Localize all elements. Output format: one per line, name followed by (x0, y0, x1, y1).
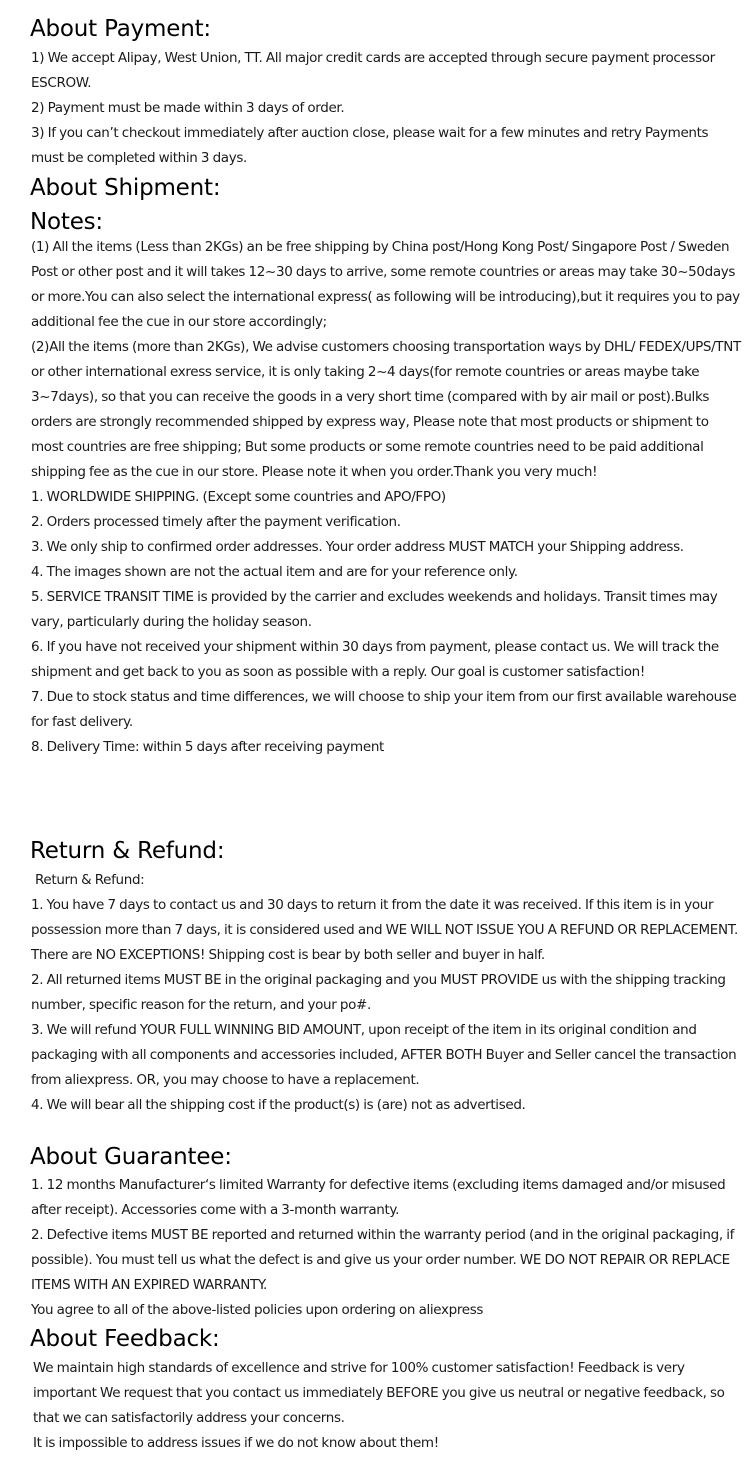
notes-heading: Notes: (30, 209, 103, 235)
shipment-line: 1. WORLDWIDE SHIPPING. (Except some countries and APO/FPO) (31, 489, 446, 505)
payment-line: 1) We accept Alipay, West Union, TT. All major credit cards are accepted through secure payment processor ESCROW. (31, 50, 715, 91)
guarantee-text (31, 1173, 741, 1323)
refund-line: 3. We will refund YOUR FULL WINNING BID AMOUNT, upon receipt of the item in its original condition and packaging with all components and accessories included, AFTER BOTH Buyer and Seller cancel the transaction from aliexpress. OR, you may choose to have a replacement. (31, 1022, 737, 1088)
guarantee-heading: About Guarantee: (30, 1144, 232, 1170)
shipment-text (31, 235, 741, 760)
shipment-line: (1) All the items (Less than 2KGs) an be free shipping by China post/Hong Kong Post/ Singapore Post / Sweden Post or other post and it will takes 12~30 days to arrive, some remote countries or areas may take 30~50days or more.You can also select the international express( as following will be introducing),but it requires you to pay additional fee the cue in our store accordingly; (31, 239, 740, 330)
shipment-line: 7. Due to stock status and time differences, we will choose to ship your item from our first available warehouse for fast delivery. (31, 689, 737, 730)
shipment-line: 3. We only ship to confirmed order addresses. Your order address MUST MATCH your Shipping address. (31, 539, 684, 555)
feedback-heading: About Feedback: (30, 1326, 220, 1352)
payment-heading: About Payment: (30, 16, 211, 42)
payment-text (31, 46, 721, 171)
shipment-line: (2)All the items (more than 2KGs), We advise customers choosing transportation ways by DHL/ FEDEX/UPS/TNT or other international exress service, it is only taking 2~4 days(for remote countries or areas maybe take 3~7days), so that you can receive the goods in a very short time (compared with by air mail or post).Bulks orders are strongly recommended shipped by express way, Please note that most products or shipment to most countries are free shipping; But some products or some remote countries need to be paid additional shipping fee as the cue in our store. Please note it when you order.Thank you very much! (31, 339, 741, 480)
shipment-line: 6. If you have not received your shipment within 30 days from payment, please contact us. We will track the shipment and get back to you as soon as possible with a reply. Our goal is customer satisfaction! (31, 639, 719, 680)
guarantee-line: You agree to all of the above-listed policies upon ordering on aliexpress (31, 1302, 484, 1318)
refund-line: 4. We will bear all the shipping cost if the product(s) is (are) not as advertised. (31, 1097, 526, 1113)
refund-heading: Return & Refund: (30, 838, 225, 864)
shipment-line: 2. Orders processed timely after the payment verification. (31, 514, 401, 530)
refund-line: 1. You have 7 days to contact us and 30 days to return it from the date it was received. If this item is in your possession more than 7 days, it is considered used and WE WILL NOT ISSUE YOU A REFUND OR REPLACEMENT. There are NO EXCEPTIONS! Shipping cost is bear by both seller and buyer in half. (31, 897, 738, 963)
refund-subheading: Return & Refund: (35, 872, 145, 888)
feedback-text (33, 1356, 743, 1456)
feedback-line: It is impossible to address issues if we do not know about them! (33, 1435, 439, 1451)
guarantee-line: 1. 12 months Manufacturer‘s limited Warranty for defective items (excluding items damaged and/or misused after receipt). Accessories come with a 3-month warranty. (31, 1177, 726, 1218)
shipment-line: 5. SERVICE TRANSIT TIME is provided by the carrier and excludes weekends and holidays. Transit times may vary, particularly during the holiday season. (31, 589, 718, 630)
payment-line: 3) If you can’t checkout immediately after auction close, please wait for a few minutes and retry Payments must be completed within 3 days. (31, 125, 709, 166)
guarantee-line: 2. Defective items MUST BE reported and returned within the warranty period (and in the original packaging, if possible). You must tell us what the defect is and give us your order number. WE DO NOT REPAIR OR REPLACE ITEMS WITH AN EXPIRED WARRANTY. (31, 1227, 735, 1293)
shipment-line: 8. Delivery Time: within 5 days after receiving payment (31, 739, 384, 755)
feedback-line: We maintain high standards of excellence and strive for 100% customer satisfaction! Feedback is very important We request that you contact us immediately BEFORE you give us neutral or negative feedback, so that we can satisfactorily address your concerns. (33, 1360, 725, 1426)
shipment-heading: About Shipment: (30, 175, 221, 201)
refund-line: 2. All returned items MUST BE in the original packaging and you MUST PROVIDE us with the shipping tracking number, specific reason for the return, and your po#. (31, 972, 726, 1013)
refund-text (31, 868, 741, 1118)
shipment-line: 4. The images shown are not the actual item and are for your reference only. (31, 564, 518, 580)
payment-line: 2) Payment must be made within 3 days of order. (31, 100, 345, 116)
